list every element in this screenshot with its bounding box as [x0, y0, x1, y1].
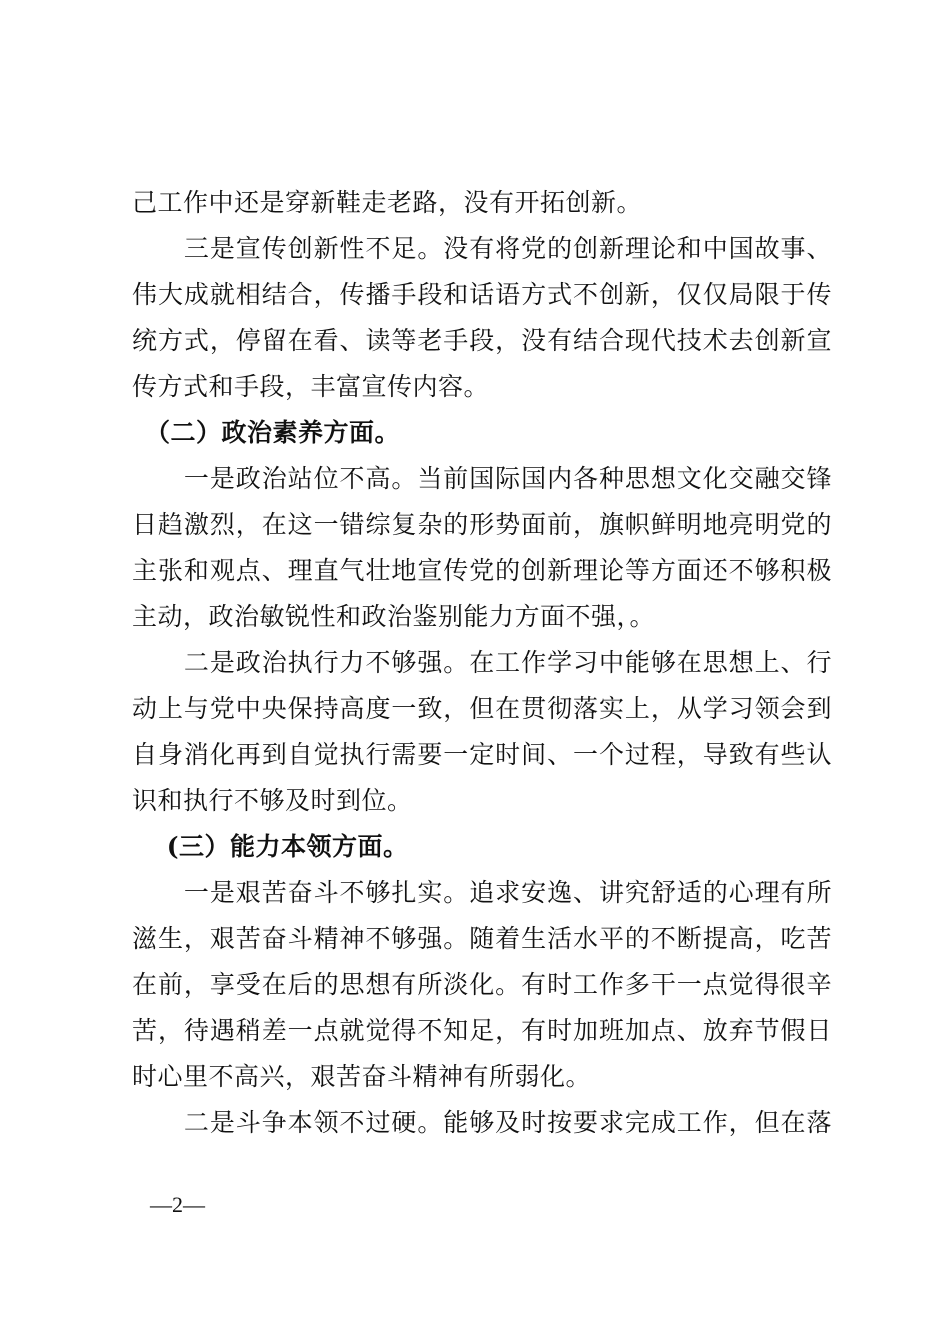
text-line: 己工作中还是穿新鞋走老路，没有开拓创新。: [132, 188, 643, 217]
text-line: 动上与党中央保持高度一致，但在贯彻落实上，从学习领会到: [132, 694, 832, 723]
section-heading: (三）能力本领方面。: [132, 832, 409, 861]
text-line: 一是政治站位不高。当前国际国内各种思想文化交融交锋: [132, 464, 832, 493]
text-line: 滋生，艰苦奋斗精神不够强。随着生活水平的不断提高，吃苦: [132, 924, 832, 953]
body-text: [132, 180, 832, 1146]
text-line: 伟大成就相结合，传播手段和话语方式不创新，仅仅局限于传: [132, 280, 832, 309]
section-heading: （二）政治素养方面。: [132, 418, 401, 447]
text-line: 日趋激烈，在这一错综复杂的形势面前，旗帜鲜明地亮明党的: [132, 510, 832, 539]
text-line: 二是政治执行力不够强。在工作学习中能够在思想上、行: [132, 648, 832, 677]
text-line: 二是斗争本领不过硬。能够及时按要求完成工作，但在落: [132, 1108, 832, 1137]
page-number: —2—: [150, 1192, 205, 1217]
text-line: 在前，享受在后的思想有所淡化。有时工作多干一点觉得很辛: [132, 970, 832, 999]
text-line: 一是艰苦奋斗不够扎实。追求安逸、讲究舒适的心理有所: [132, 878, 832, 907]
text-line: 统方式，停留在看、读等老手段，没有结合现代技术去创新宣: [132, 326, 832, 355]
text-line: 三是宣传创新性不足。没有将党的创新理论和中国故事、: [132, 234, 832, 263]
text-line: 传方式和手段，丰富宣传内容。: [132, 372, 490, 401]
text-line: 识和执行不够及时到位。: [132, 786, 413, 815]
text-line: 主动，政治敏锐性和政治鉴别能力方面不强，。: [132, 602, 656, 631]
text-line: 自身消化再到自觉执行需要一定时间、一个过程，导致有些认: [132, 740, 832, 769]
text-line: 苦，待遇稍差一点就觉得不知足，有时加班加点、放弃节假日: [132, 1016, 832, 1045]
text-line: 主张和观点、理直气壮地宣传党的创新理论等方面还不够积极: [132, 556, 832, 585]
text-line: 时心里不高兴，艰苦奋斗精神有所弱化。: [132, 1062, 592, 1091]
